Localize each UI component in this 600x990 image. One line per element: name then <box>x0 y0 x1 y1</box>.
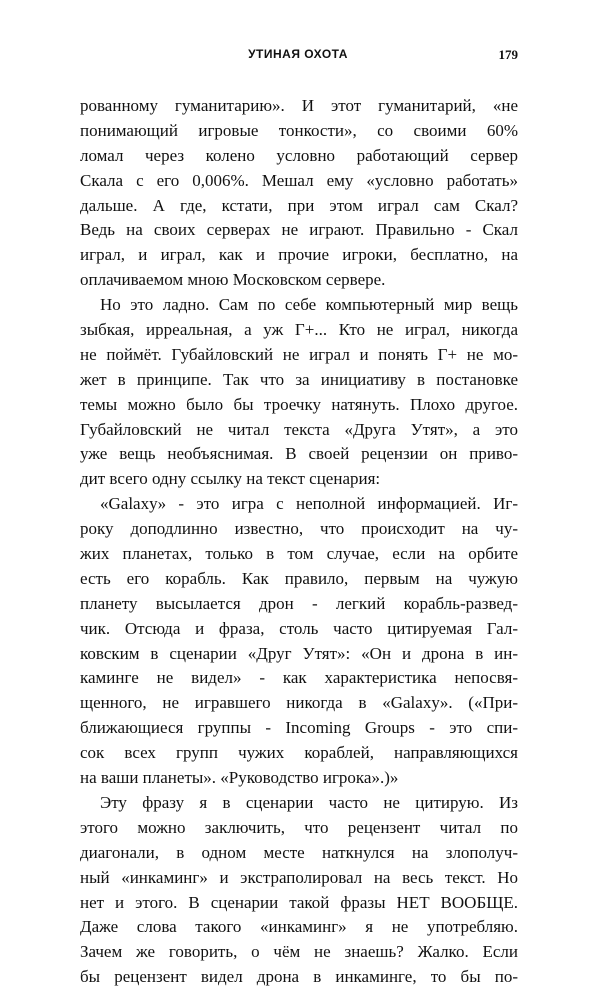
text-line: нет и этого. В сценарии такой фразы НЕТ ВООБЩЕ. <box>80 892 518 912</box>
text-line: Губайловский не читал текста «Друга Утят», а это <box>80 419 518 439</box>
text-line: понимающий игровые тонкости», со своими 60% <box>80 120 518 140</box>
text-line: не поймёт. Губайловский не играл и понять Г+ не мо- <box>80 344 518 364</box>
paragraph-2 <box>80 293 518 492</box>
text-line: диагонали, в одном месте наткнулся на злополуч- <box>80 842 518 862</box>
text-line: дальше. А где, кстати, при этом играл сам Скал? <box>80 195 518 215</box>
text-line: Но это ладно. Сам по себе компьютерный мир вещь <box>100 295 518 315</box>
text-line: «Galaxy» - это игра с неполной информацией. Иг- <box>100 494 518 514</box>
text-line: ный «инкаминг» и экстраполировал на весь текст. Но <box>80 867 518 887</box>
text-line: темы можно было бы троечку натянуть. Плохо другое. <box>80 394 518 414</box>
page-number: 179 <box>498 47 518 62</box>
text-line: сок всех групп чужих кораблей, направляющихся <box>80 743 518 763</box>
running-head <box>78 47 518 63</box>
text-line: на ваши планеты». «Руководство игрока».)» <box>80 768 399 788</box>
text-line: каминге не видел» - как характеристика непосвя- <box>80 668 518 688</box>
running-title: УТИНАЯ ОХОТА <box>248 47 348 61</box>
text-line: ковским в сценарии «Друг Утят»: «Он и дрона в ин- <box>80 643 518 663</box>
text-line: дит всего одну ссылку на текст сценария: <box>80 469 381 489</box>
body-text <box>80 94 518 990</box>
text-line: планету высылается дрон - легкий корабль-развед- <box>80 593 518 613</box>
text-line: зыбкая, ирреальная, а уж Г+... Кто не играл, никогда <box>80 320 518 340</box>
paragraph-1 <box>80 94 518 293</box>
text-line: уже вещь необъяснимая. В своей рецензии он приво- <box>80 444 518 464</box>
text-line: жет в принципе. Так что за инициативу в постановке <box>80 369 518 389</box>
text-line: бы рецензент видел дрона в инкаминге, то бы по- <box>80 967 518 987</box>
text-line: ломал через колено условно работающий сервер <box>80 145 518 165</box>
text-line: року доподлинно известно, что происходит на чу- <box>80 519 518 539</box>
text-line: жих планетах, только в том случае, если на орбите <box>80 544 518 564</box>
quotation-paragraph <box>80 492 518 791</box>
text-line: чик. Отсюда и фраза, столь часто цитируемая Гал- <box>80 618 518 638</box>
text-line: ближающиеся группы - Incoming Groups - это спи- <box>80 718 518 738</box>
text-line: Даже слова такого «инкаминг» я не употребляю. <box>80 917 518 937</box>
text-line: Скала с его 0,006%. Мешал ему «условно работать» <box>80 170 518 190</box>
paragraph-4 <box>80 791 518 990</box>
text-line: рованному гуманитарию». И этот гуманитарий, «не <box>80 96 518 115</box>
text-line: Зачем же говорить, о чём не знаешь? Жалко. Если <box>80 942 518 962</box>
text-line: играл, и играл, как и прочие игроки, бесплатно, на <box>80 245 518 265</box>
text-line: оплачиваемом мною Московском сервере. <box>80 270 386 290</box>
text-line: Ведь на своих серверах не играют. Правильно - Скал <box>80 220 518 240</box>
text-line: Эту фразу я в сценарии часто не цитирую. Из <box>100 792 518 812</box>
text-line: щенного, не игравшего никогда в «Galaxy». («При- <box>80 693 518 713</box>
text-line: есть его корабль. Как правило, первым на чужую <box>80 568 518 588</box>
text-line: этого можно заключить, что рецензент читал по <box>80 817 518 837</box>
